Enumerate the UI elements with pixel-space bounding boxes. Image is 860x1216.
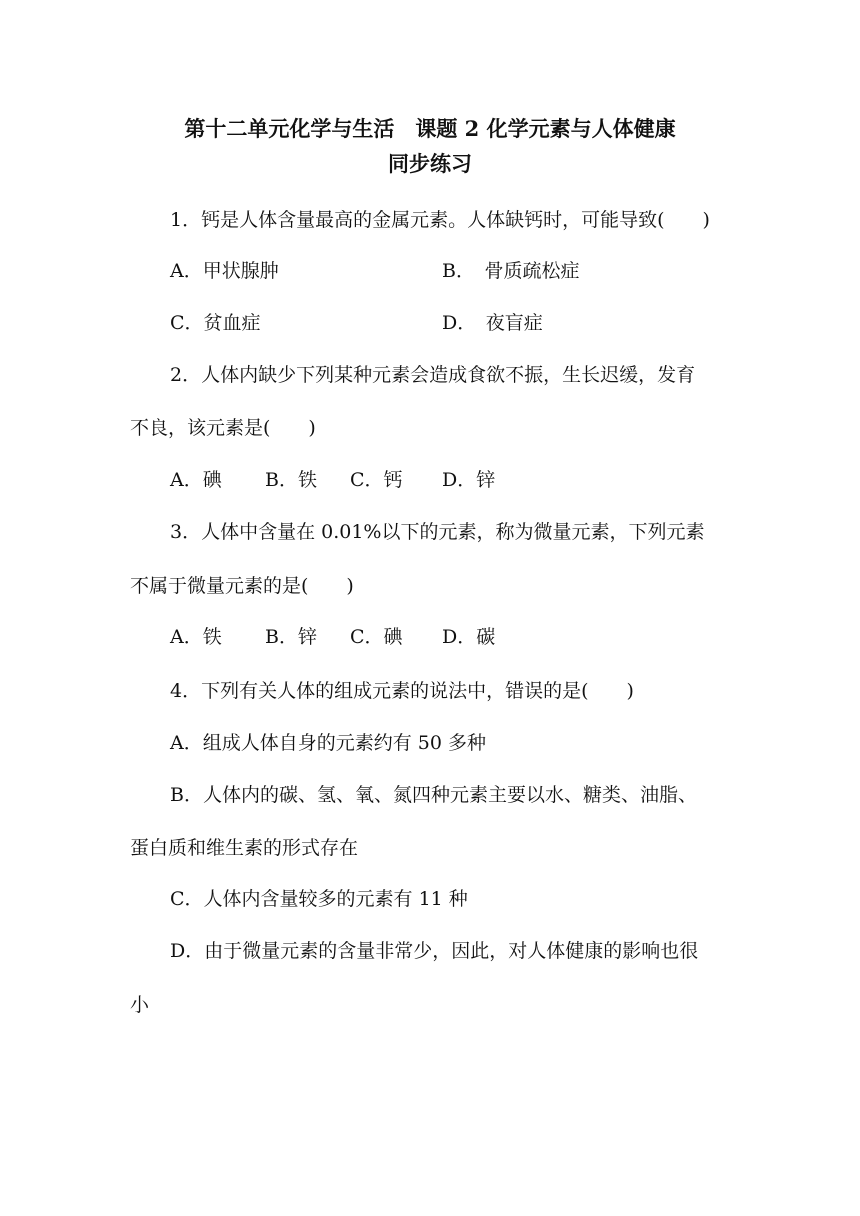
question-4-option-a: A．组成人体自身的元素约有 50 多种 — [170, 732, 486, 754]
question-2-stem-line-1: 2．人体内缺少下列某种元素会造成食欲不振，生长迟缓，发育 — [170, 364, 696, 386]
question-1-option-d: D． 夜盲症 — [442, 312, 543, 334]
question-2-option-c: C．钙 — [350, 469, 403, 491]
question-1-option-a: A．甲状腺肿 — [170, 260, 279, 282]
document-subtitle: 同步练习 — [388, 151, 472, 176]
question-3-option-a: A．铁 — [170, 626, 222, 648]
question-3-stem-line-2: 不属于微量元素的是( ) — [130, 575, 354, 597]
question-2-option-d: D．锌 — [442, 469, 496, 491]
question-3-option-d: D．碳 — [442, 626, 496, 648]
question-1-option-c: C．贫血症 — [170, 312, 261, 334]
question-4-option-b-line-2: 蛋白质和维生素的形式存在 — [130, 837, 359, 859]
question-1-option-b: B． 骨质疏松症 — [442, 260, 580, 282]
question-4-option-c: C．人体内含量较多的元素有 11 种 — [170, 888, 468, 910]
question-2-stem-line-2: 不良，该元素是( ) — [130, 417, 316, 439]
question-2-option-a: A．碘 — [170, 469, 222, 491]
question-3-option-c: C．碘 — [350, 626, 403, 648]
question-4-option-d-line-2: 小 — [130, 994, 150, 1016]
question-2-option-b: B．铁 — [265, 469, 317, 491]
question-1-stem: 1．钙是人体含量最高的金属元素。人体缺钙时，可能导致( ) — [170, 209, 710, 231]
question-3-stem-line-1: 3．人体中含量在 0.01%以下的元素，称为微量元素，下列元素 — [170, 521, 705, 543]
question-4-option-d-line-1: D．由于微量元素的含量非常少，因此，对人体健康的影响也很 — [170, 940, 699, 962]
question-3-option-b: B．锌 — [265, 626, 317, 648]
document-title: 第十二单元化学与生活 课题 2 化学元素与人体健康 — [184, 116, 676, 141]
question-4-stem: 4．下列有关人体的组成元素的说法中，错误的是( ) — [170, 680, 634, 702]
question-4-option-b-line-1: B．人体内的碳、氢、氧、氮四种元素主要以水、糖类、油脂、 — [170, 784, 697, 806]
